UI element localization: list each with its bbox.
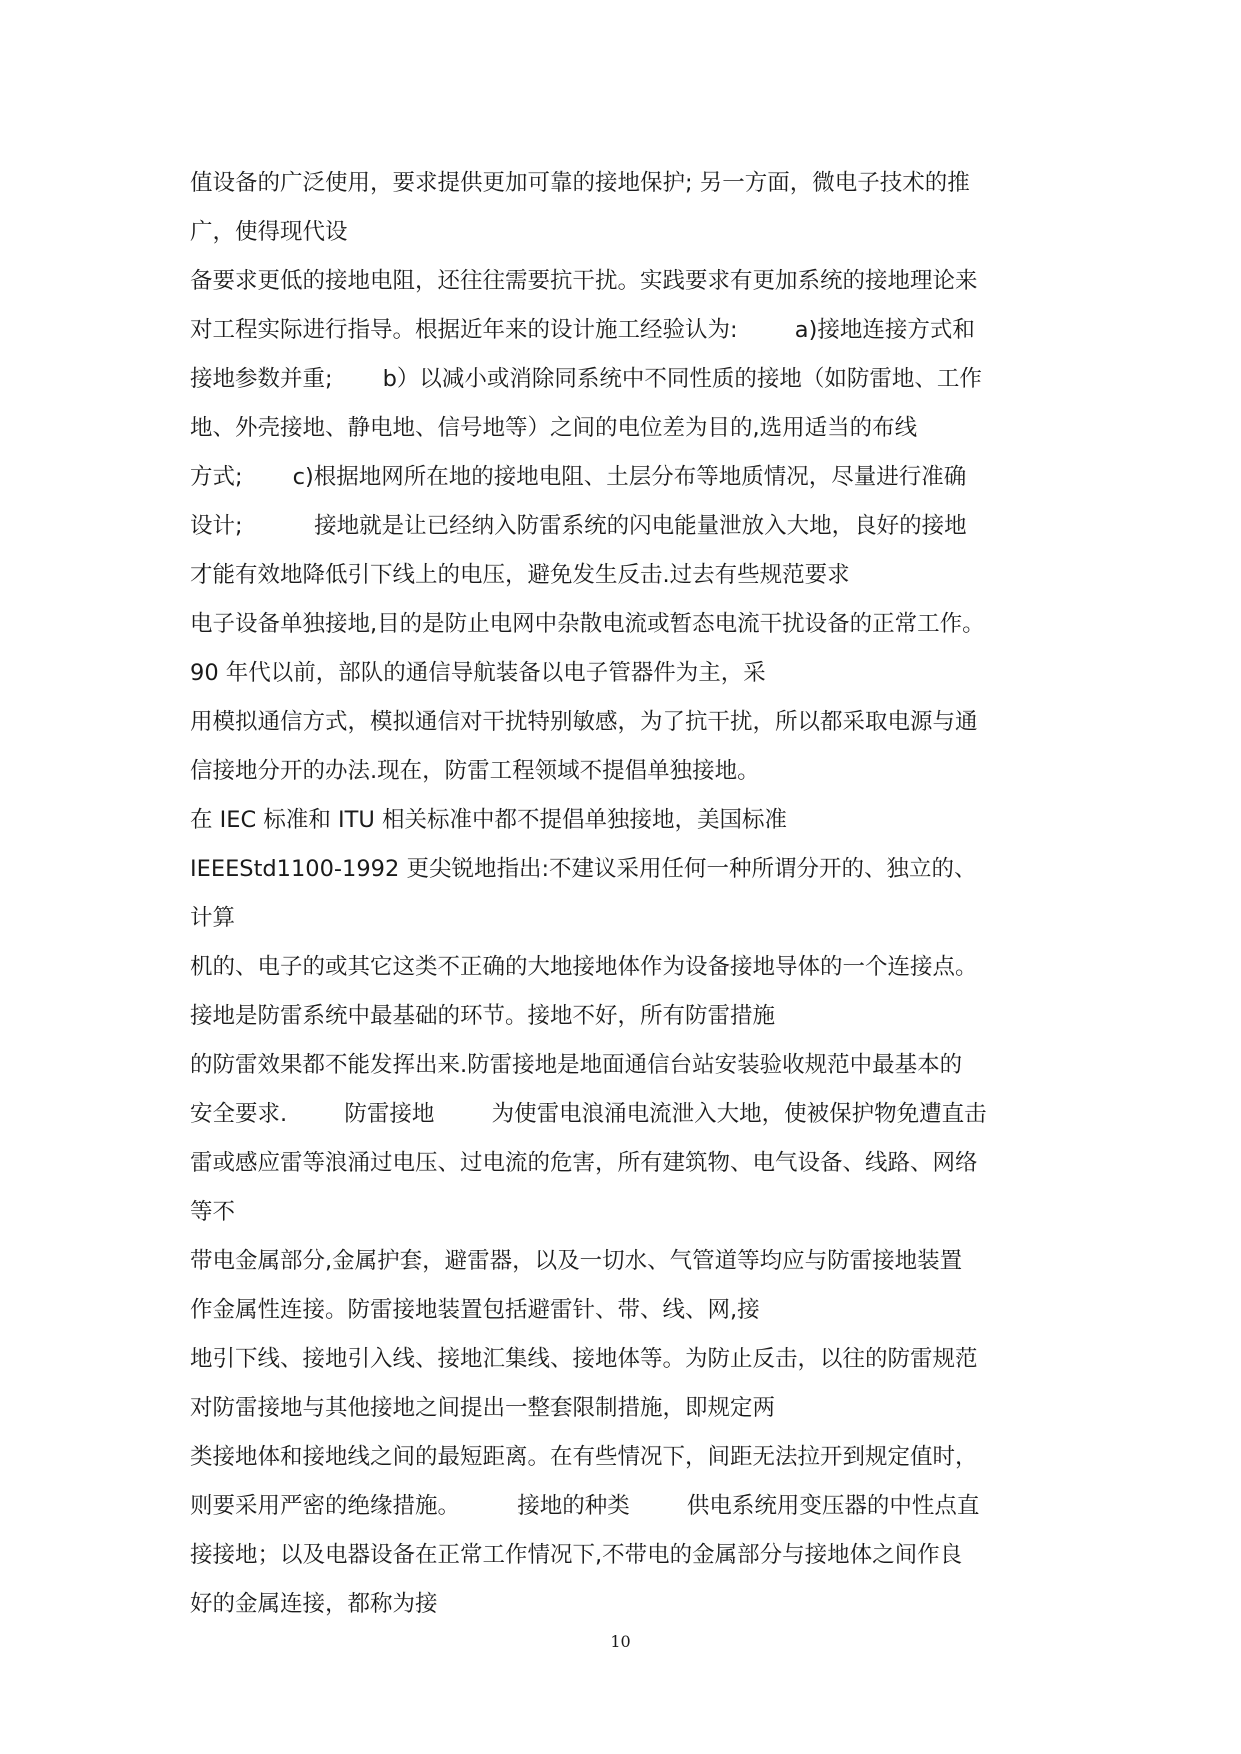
text-line: 用模拟通信方式，模拟通信对干扰特别敏感，为了抗干扰，所以都采取电源与通 xyxy=(190,709,978,735)
text-line: 方式; c)根据地网所在地的接地电阻、土层分布等地质情况，尽量进行准确 xyxy=(190,464,967,490)
text-line: 类接地体和接地线之间的最短距离。在有些情况下，间距无法拉开到规定值时， xyxy=(190,1444,978,1470)
text-line: 雷或感应雷等浪涌过电压、过电流的危害，所有建筑物、电气设备、线路、网络 xyxy=(190,1150,978,1176)
page-number: 10 xyxy=(610,1632,631,1651)
text-line: 备要求更低的接地电阻，还往往需要抗干扰。实践要求有更加系统的接地理论来 xyxy=(190,268,978,294)
text-line: 安全要求. 防雷接地 为使雷电浪涌电流泄入大地，使被保护物免遭直击 xyxy=(190,1101,987,1127)
text-line: 设计; 接地就是让已经纳入防雷系统的闪电能量泄放入大地，良好的接地 xyxy=(190,513,967,539)
text-line: 电子设备单独接地,目的是防止电网中杂散电流或暂态电流干扰设备的正常工作。 xyxy=(190,611,985,637)
text-line: 接地参数并重; b）以减小或消除同系统中不同性质的接地（如防雷地、工作 xyxy=(190,366,982,392)
text-line: 对防雷接地与其他接地之间提出一整套限制措施，即规定两 xyxy=(190,1395,776,1421)
text-line: 值设备的广泛使用，要求提供更加可靠的接地保护; 另一方面，微电子技术的推 xyxy=(190,170,970,196)
text-line: 等不 xyxy=(190,1199,236,1225)
text-line: 计算 xyxy=(190,905,236,931)
text-line: 地、外壳接地、静电地、信号地等）之间的电位差为目的,选用适当的布线 xyxy=(190,415,918,441)
text-line: 好的金属连接，都称为接 xyxy=(190,1591,438,1617)
text-line: 机的、电子的或其它这类不正确的大地接地体作为设备接地导体的一个连接点。 xyxy=(190,954,978,980)
text-line: 信接地分开的办法.现在，防雷工程领域不提倡单独接地。 xyxy=(190,758,760,784)
text-line: 接地是防雷系统中最基础的环节。接地不好，所有防雷措施 xyxy=(190,1003,776,1029)
text-line: 则要采用严密的绝缘措施。 接地的种类 供电系统用变压器的中性点直 xyxy=(190,1493,980,1519)
text-line: 在 IEC 标准和 ITU 相关标准中都不提倡单独接地，美国标准 xyxy=(190,807,788,833)
text-line: 90 年代以前，部队的通信导航装备以电子管器件为主，采 xyxy=(190,660,766,686)
text-line: 的防雷效果都不能发挥出来.防雷接地是地面通信台站安装验收规范中最基本的 xyxy=(190,1052,963,1078)
text-line: 作金属性连接。防雷接地装置包括避雷针、带、线、网,接 xyxy=(190,1297,760,1323)
text-line: IEEEStd1100-1992 更尖锐地指出:不建议采用任何一种所谓分开的、独立的、 xyxy=(190,856,977,882)
body-text xyxy=(190,159,1070,1629)
text-line: 地引下线、接地引入线、接地汇集线、接地体等。为防止反击，以往的防雷规范 xyxy=(190,1346,978,1372)
text-line: 广，使得现代设 xyxy=(190,219,348,245)
text-line: 接接地；以及电器设备在正常工作情况下,不带电的金属部分与接地体之间作良 xyxy=(190,1542,963,1568)
text-line: 才能有效地降低引下线上的电压，避免发生反击.过去有些规范要求 xyxy=(190,562,850,588)
text-line: 对工程实际进行指导。根据近年来的设计施工经验认为: a)接地连接方式和 xyxy=(190,317,975,343)
text-line: 带电金属部分,金属护套，避雷器，以及一切水、气管道等均应与防雷接地装置 xyxy=(190,1248,963,1274)
